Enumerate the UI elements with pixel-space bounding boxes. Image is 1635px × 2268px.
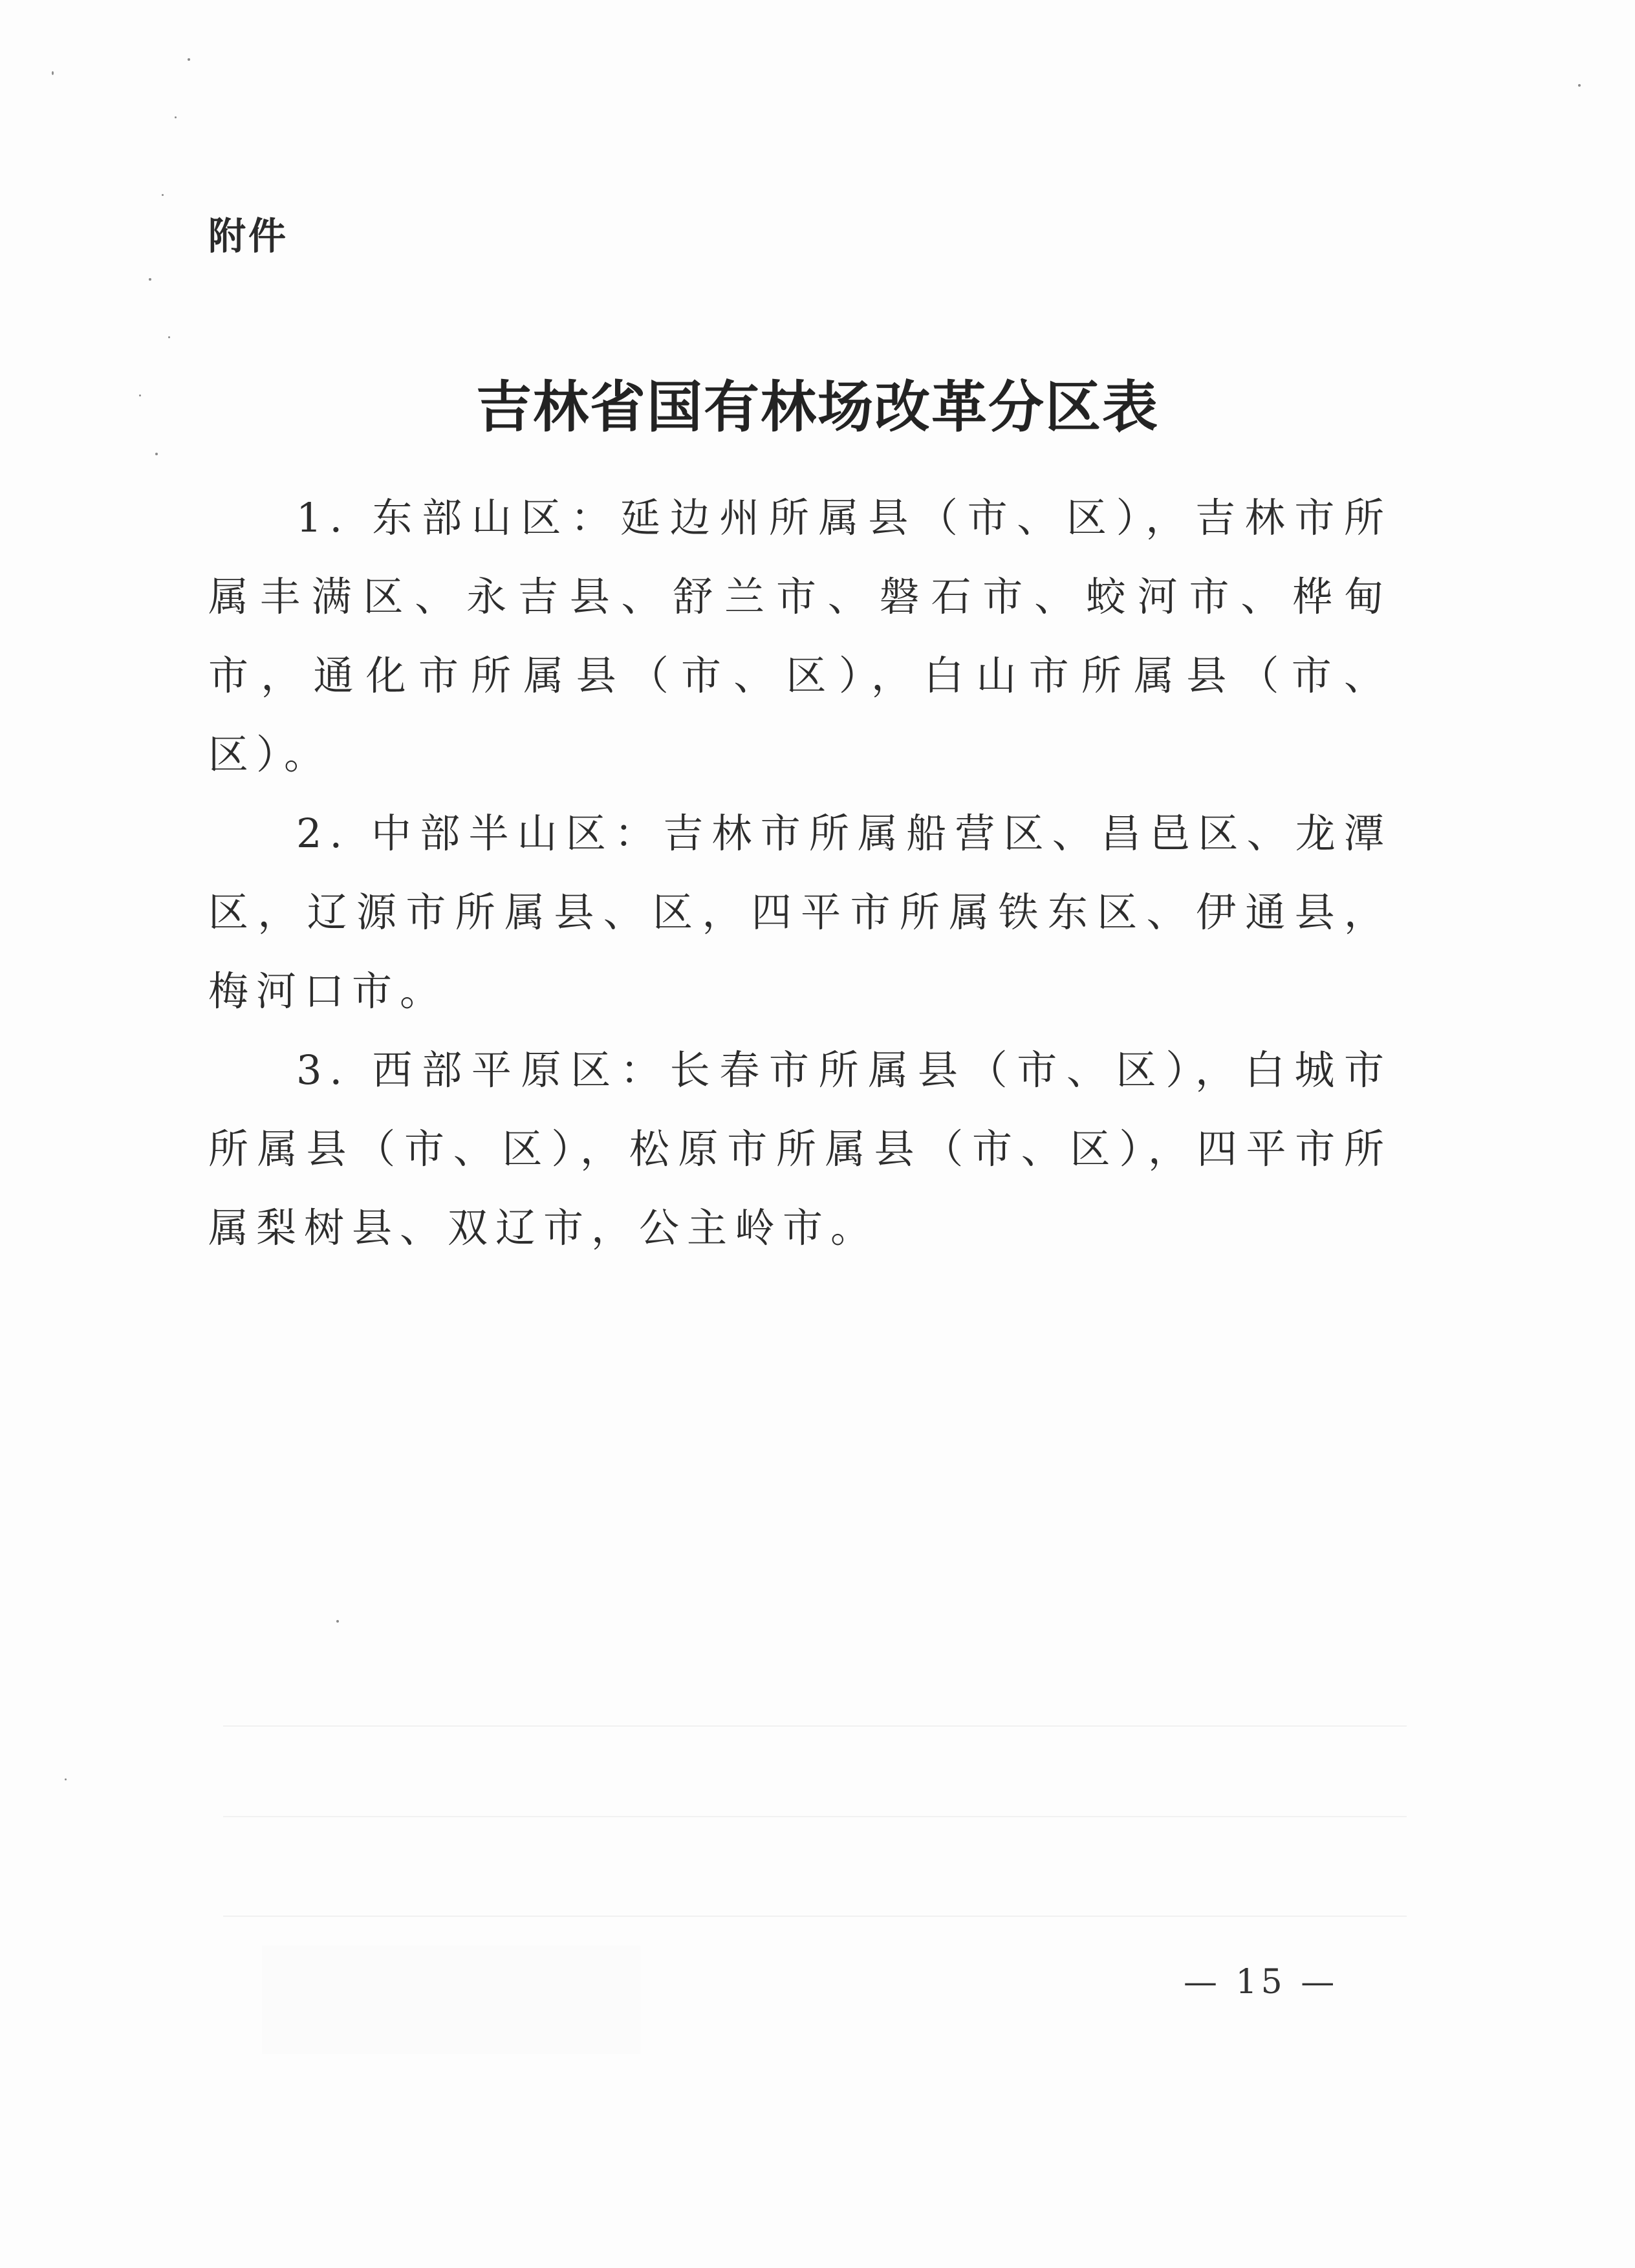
document-body bbox=[208, 479, 1392, 1268]
bleed-through-block bbox=[262, 1945, 640, 2054]
paragraph-eastern-mountain-zone: 1. 东部山区：延边州所属县（市、区），吉林市所属丰满区、永吉县、舒兰市、磐石市、蛟河市、桦甸市，通化市所属县（市、区），白山市所属县（市、区）。 bbox=[208, 494, 1392, 778]
document-title: 吉林省国有林场改革分区表 bbox=[476, 374, 1159, 440]
page-number: — 15 — bbox=[1184, 1963, 1339, 2002]
attachment-label: 附件 bbox=[208, 214, 289, 258]
bleed-through-rule bbox=[223, 1816, 1407, 1817]
bleed-through-rule bbox=[223, 1725, 1407, 1727]
paragraph-central-semi-mountain-zone: 2. 中部半山区：吉林市所属船营区、昌邑区、龙潭区，辽源市所属县、区，四平市所属铁东区、伊通县，梅河口市。 bbox=[208, 810, 1392, 1015]
bleed-through-rule bbox=[223, 1916, 1407, 1917]
paragraph-western-plain-zone: 3. 西部平原区：长春市所属县（市、区），白城市所属县（市、区），松原市所属县（市、区），四平市所属梨树县、双辽市，公主岭市。 bbox=[208, 1046, 1392, 1251]
